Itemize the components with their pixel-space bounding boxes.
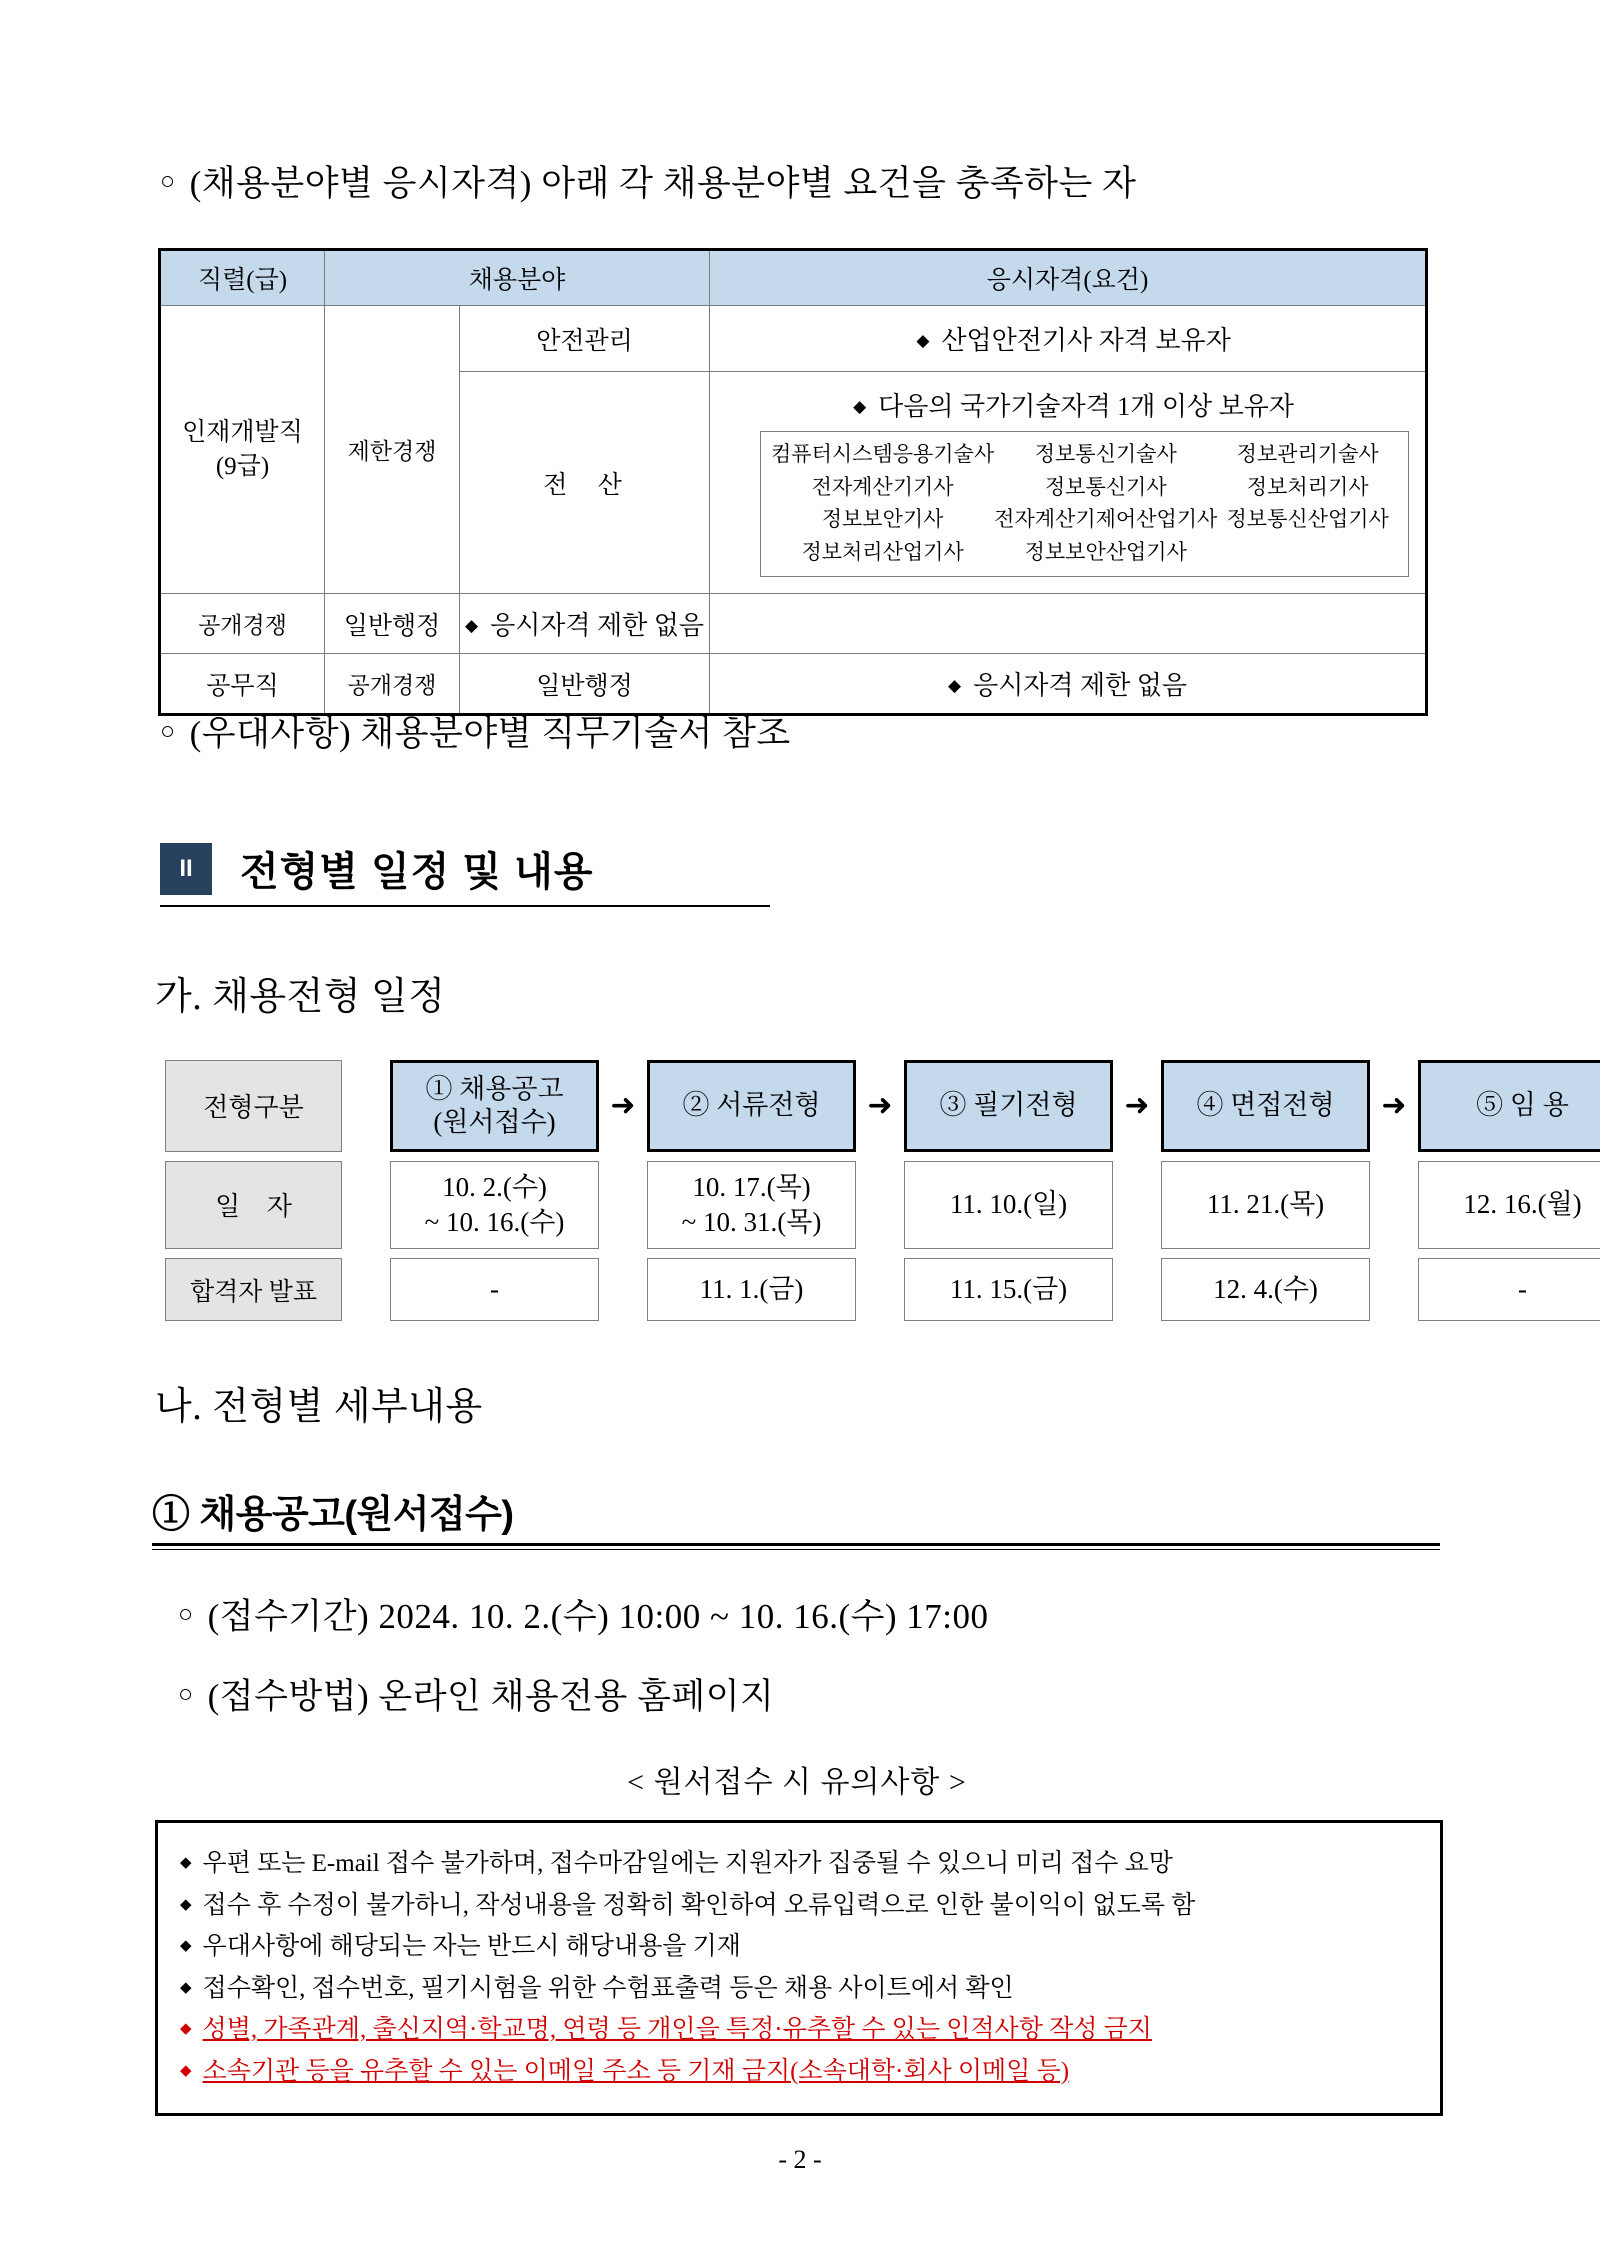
cell-series-talent: [160, 306, 325, 594]
certification-item: 정보통신기사: [1044, 474, 1167, 499]
schedule-announcement-row: [165, 1258, 1600, 1321]
preference-bullet-text: (우대사항) 채용분야별 직무기술서 참조: [189, 714, 791, 753]
receipt-period-line: [178, 1595, 989, 1639]
step-2-line1: ② 서류전형: [682, 1090, 821, 1121]
arrow-right-icon: ➜: [1381, 1088, 1407, 1124]
certification-item: 전자계산기기사: [811, 474, 954, 499]
notice-item-text: 접수확인, 접수번호, 필기시험을 위한 수험표출력 등은 채용 사이트에서 확인: [202, 1974, 1014, 2002]
schedule-row-label-announcement: 합격자 발표: [165, 1258, 342, 1321]
notice-box-title: < 원서접수 시 유의사항 >: [627, 1766, 967, 1799]
notice-item-text: 우대사항에 해당되는 자는 반드시 해당내용을 기재: [202, 1933, 741, 1960]
subsection-a-heading: 가. 채용전형 일정: [155, 976, 446, 1018]
date-1-line1: 10. 2.(수): [442, 1171, 547, 1202]
notice-item-text: 소속기관 등을 유추할 수 있는 이메일 주소 등 기재 금지(소속대학·회사 이메일 등): [202, 2057, 1070, 2085]
cell-field-general-1: 일반행정: [325, 594, 460, 654]
section-2-header: [0, 840, 770, 907]
bullet-circle-icon: ○: [178, 1601, 194, 1628]
step-5-line1: ⑤ 임 용: [1476, 1090, 1569, 1121]
diamond-bullet-icon: ◆: [180, 1896, 192, 1913]
diamond-bullet-icon: ◆: [465, 616, 479, 636]
date-4-line1: 11. 21.(목): [1206, 1189, 1325, 1220]
step-4-line1: ④ 면접전형: [1196, 1090, 1335, 1121]
cell-requirement-open-1: [460, 594, 710, 654]
requirement-safety-text: 산업안전기사 자격 보유자: [941, 326, 1231, 355]
certification-item: 정보보안산업기사: [1024, 539, 1187, 564]
certification-item: 정보처리기사: [1246, 474, 1369, 499]
announcement-cell-3: 11. 15.(금): [904, 1258, 1113, 1321]
certification-item: [1217, 536, 1398, 569]
requirement-open-1-text: 응시자격 제한 없음: [490, 611, 705, 641]
subsection-1-rule: [152, 1543, 1440, 1550]
diamond-bullet-icon: ◆: [948, 676, 962, 696]
announcement-cell-1: -: [390, 1258, 599, 1321]
table-header-row: [160, 250, 1427, 306]
schedule-step-row: [165, 1060, 1600, 1152]
diamond-bullet-icon: ◆: [853, 397, 867, 416]
diamond-bullet-icon: ◆: [180, 1979, 192, 1996]
date-5-line1: 12. 16.(월): [1463, 1189, 1582, 1220]
certification-item: 정보보안기사: [821, 507, 944, 532]
date-cell-3: [904, 1161, 1113, 1249]
series-line2: (9급): [215, 452, 270, 480]
diamond-bullet-icon: ◆: [180, 2021, 192, 2037]
step-box-5: [1418, 1060, 1600, 1152]
certification-item: 전자계산기제어산업기사: [994, 507, 1218, 532]
diamond-bullet-icon: ◆: [180, 2062, 192, 2079]
receipt-period-text: (접수기간) 2024. 10. 2.(수) 10:00 ~ 10. 16.(수) 17:00: [207, 1597, 989, 1636]
date-cell-1: [390, 1161, 599, 1249]
subsection-b-heading: 나. 전형별 세부내용: [155, 1386, 483, 1428]
certification-item: 컴퓨터시스템응용기술사: [771, 442, 995, 466]
qualification-table: [158, 248, 1428, 716]
certification-grid: [771, 438, 1398, 568]
date-cell-2: [647, 1161, 856, 1249]
date-2-line2: ~ 10. 31.(목): [681, 1206, 822, 1237]
receipt-method-line: [178, 1675, 774, 1719]
step-box-2: [647, 1060, 856, 1152]
bullet-circle-icon: ○: [160, 168, 176, 195]
step-1-line1: ① 채용공고: [425, 1074, 564, 1104]
certification-item: 정보처리산업기사: [801, 539, 964, 564]
schedule-row-label-step: 전형구분: [165, 1060, 342, 1152]
series-line1: 인재개발직: [182, 418, 303, 446]
certification-item: 정보통신기술사: [1034, 442, 1177, 466]
certification-item: 정보통신산업기사: [1226, 507, 1389, 532]
certification-item: 정보관리기술사: [1236, 442, 1379, 466]
table-row: [160, 654, 1427, 715]
notice-item-text: 우편 또는 E-mail 접수 불가하며, 접수마감일에는 지원자가 집중될 수 있으니 미리 접수 요망: [202, 1850, 1173, 1877]
page-number: - 2 -: [778, 2145, 822, 2174]
date-cell-4: [1161, 1161, 1370, 1249]
cell-field-safety: 안전관리: [460, 306, 710, 372]
certification-list-box: [760, 431, 1409, 577]
step-3-line1: ③ 필기전형: [939, 1090, 1078, 1121]
qualification-bullet-line: [160, 162, 1136, 206]
qualification-bullet-text: (채용분야별 응시자격) 아래 각 채용분야별 요건을 충족하는 자: [189, 164, 1137, 203]
notice-item: [180, 1848, 1430, 1881]
bullet-circle-icon: ○: [178, 1681, 194, 1708]
cell-series-public: 공무직: [160, 654, 325, 715]
step-box-3: [904, 1060, 1113, 1152]
col-header-field: 채용분야: [325, 250, 710, 306]
step-box-1: [390, 1060, 599, 1152]
cell-type-open-1: 공개경쟁: [160, 594, 325, 654]
arrow-right-icon: ➜: [610, 1088, 636, 1124]
notice-item: [180, 1890, 1430, 1923]
cell-requirement-safety: [710, 306, 1427, 372]
notice-item: [180, 1973, 1430, 2006]
col-header-series: 직렬(급): [160, 250, 325, 306]
subsection-1-heading: ① 채용공고(원서접수): [152, 1494, 514, 1536]
cell-requirement-open-2: [710, 654, 1427, 715]
table-row: [160, 306, 1427, 372]
date-1-line2: ~ 10. 16.(수): [424, 1206, 565, 1237]
date-2-line1: 10. 17.(목): [692, 1171, 811, 1202]
cell-type-open-2: 공개경쟁: [325, 654, 460, 715]
notice-box: [155, 1820, 1443, 2116]
diamond-bullet-icon: ◆: [916, 331, 930, 350]
cell-requirement-it: [710, 372, 1427, 594]
date-cell-5: [1418, 1161, 1600, 1249]
section-number-badge: II: [160, 843, 212, 895]
requirement-open-2-text: 응시자격 제한 없음: [973, 671, 1188, 701]
schedule-table: [165, 1060, 1600, 1330]
schedule-date-row: [165, 1161, 1600, 1249]
requirement-it-head: [726, 386, 1421, 423]
receipt-method-text: (접수방법) 온라인 채용전용 홈페이지: [207, 1677, 775, 1716]
cell-type-limited: 제한경쟁: [325, 306, 460, 594]
step-box-4: [1161, 1060, 1370, 1152]
diamond-bullet-icon: ◆: [180, 1855, 192, 1871]
schedule-row-label-date: 일 자: [165, 1161, 342, 1249]
notice-item-warning: [180, 2014, 1430, 2047]
preference-bullet-line: [160, 712, 791, 756]
qualification-table-wrap: [0, 248, 1428, 716]
bullet-circle-icon: ○: [160, 718, 176, 745]
notice-item-text: 성별, 가족관계, 출신지역·학교명, 연령 등 개인을 특정·유추할 수 있는 인적사항 작성 금지: [202, 2016, 1152, 2043]
announcement-cell-4: 12. 4.(수): [1161, 1258, 1370, 1321]
notice-item-text: 접수 후 수정이 불가하니, 작성내용을 정확히 확인하여 오류입력으로 인한 불이익이 없도록 함: [202, 1891, 1196, 1919]
cell-field-general-2: 일반행정: [460, 654, 710, 715]
arrow-right-icon: ➜: [1124, 1088, 1150, 1124]
col-header-requirement: 응시자격(요건): [710, 250, 1427, 306]
notice-item-warning: [180, 2056, 1430, 2089]
arrow-right-icon: ➜: [867, 1088, 893, 1124]
notice-item: [180, 1931, 1430, 1964]
section-underline: [160, 905, 770, 907]
announcement-cell-2: 11. 1.(금): [647, 1258, 856, 1321]
section-title: 전형별 일정 및 내용: [240, 850, 594, 894]
announcement-cell-5: -: [1418, 1258, 1600, 1321]
table-row: [160, 594, 1427, 654]
requirement-it-text: 다음의 국가기술자격 1개 이상 보유자: [878, 392, 1294, 421]
cell-field-it: 전 산: [460, 372, 710, 594]
date-3-line1: 11. 10.(일): [949, 1189, 1068, 1220]
step-1-line2: (원서접수): [433, 1106, 556, 1137]
diamond-bullet-icon: ◆: [180, 1938, 192, 1954]
